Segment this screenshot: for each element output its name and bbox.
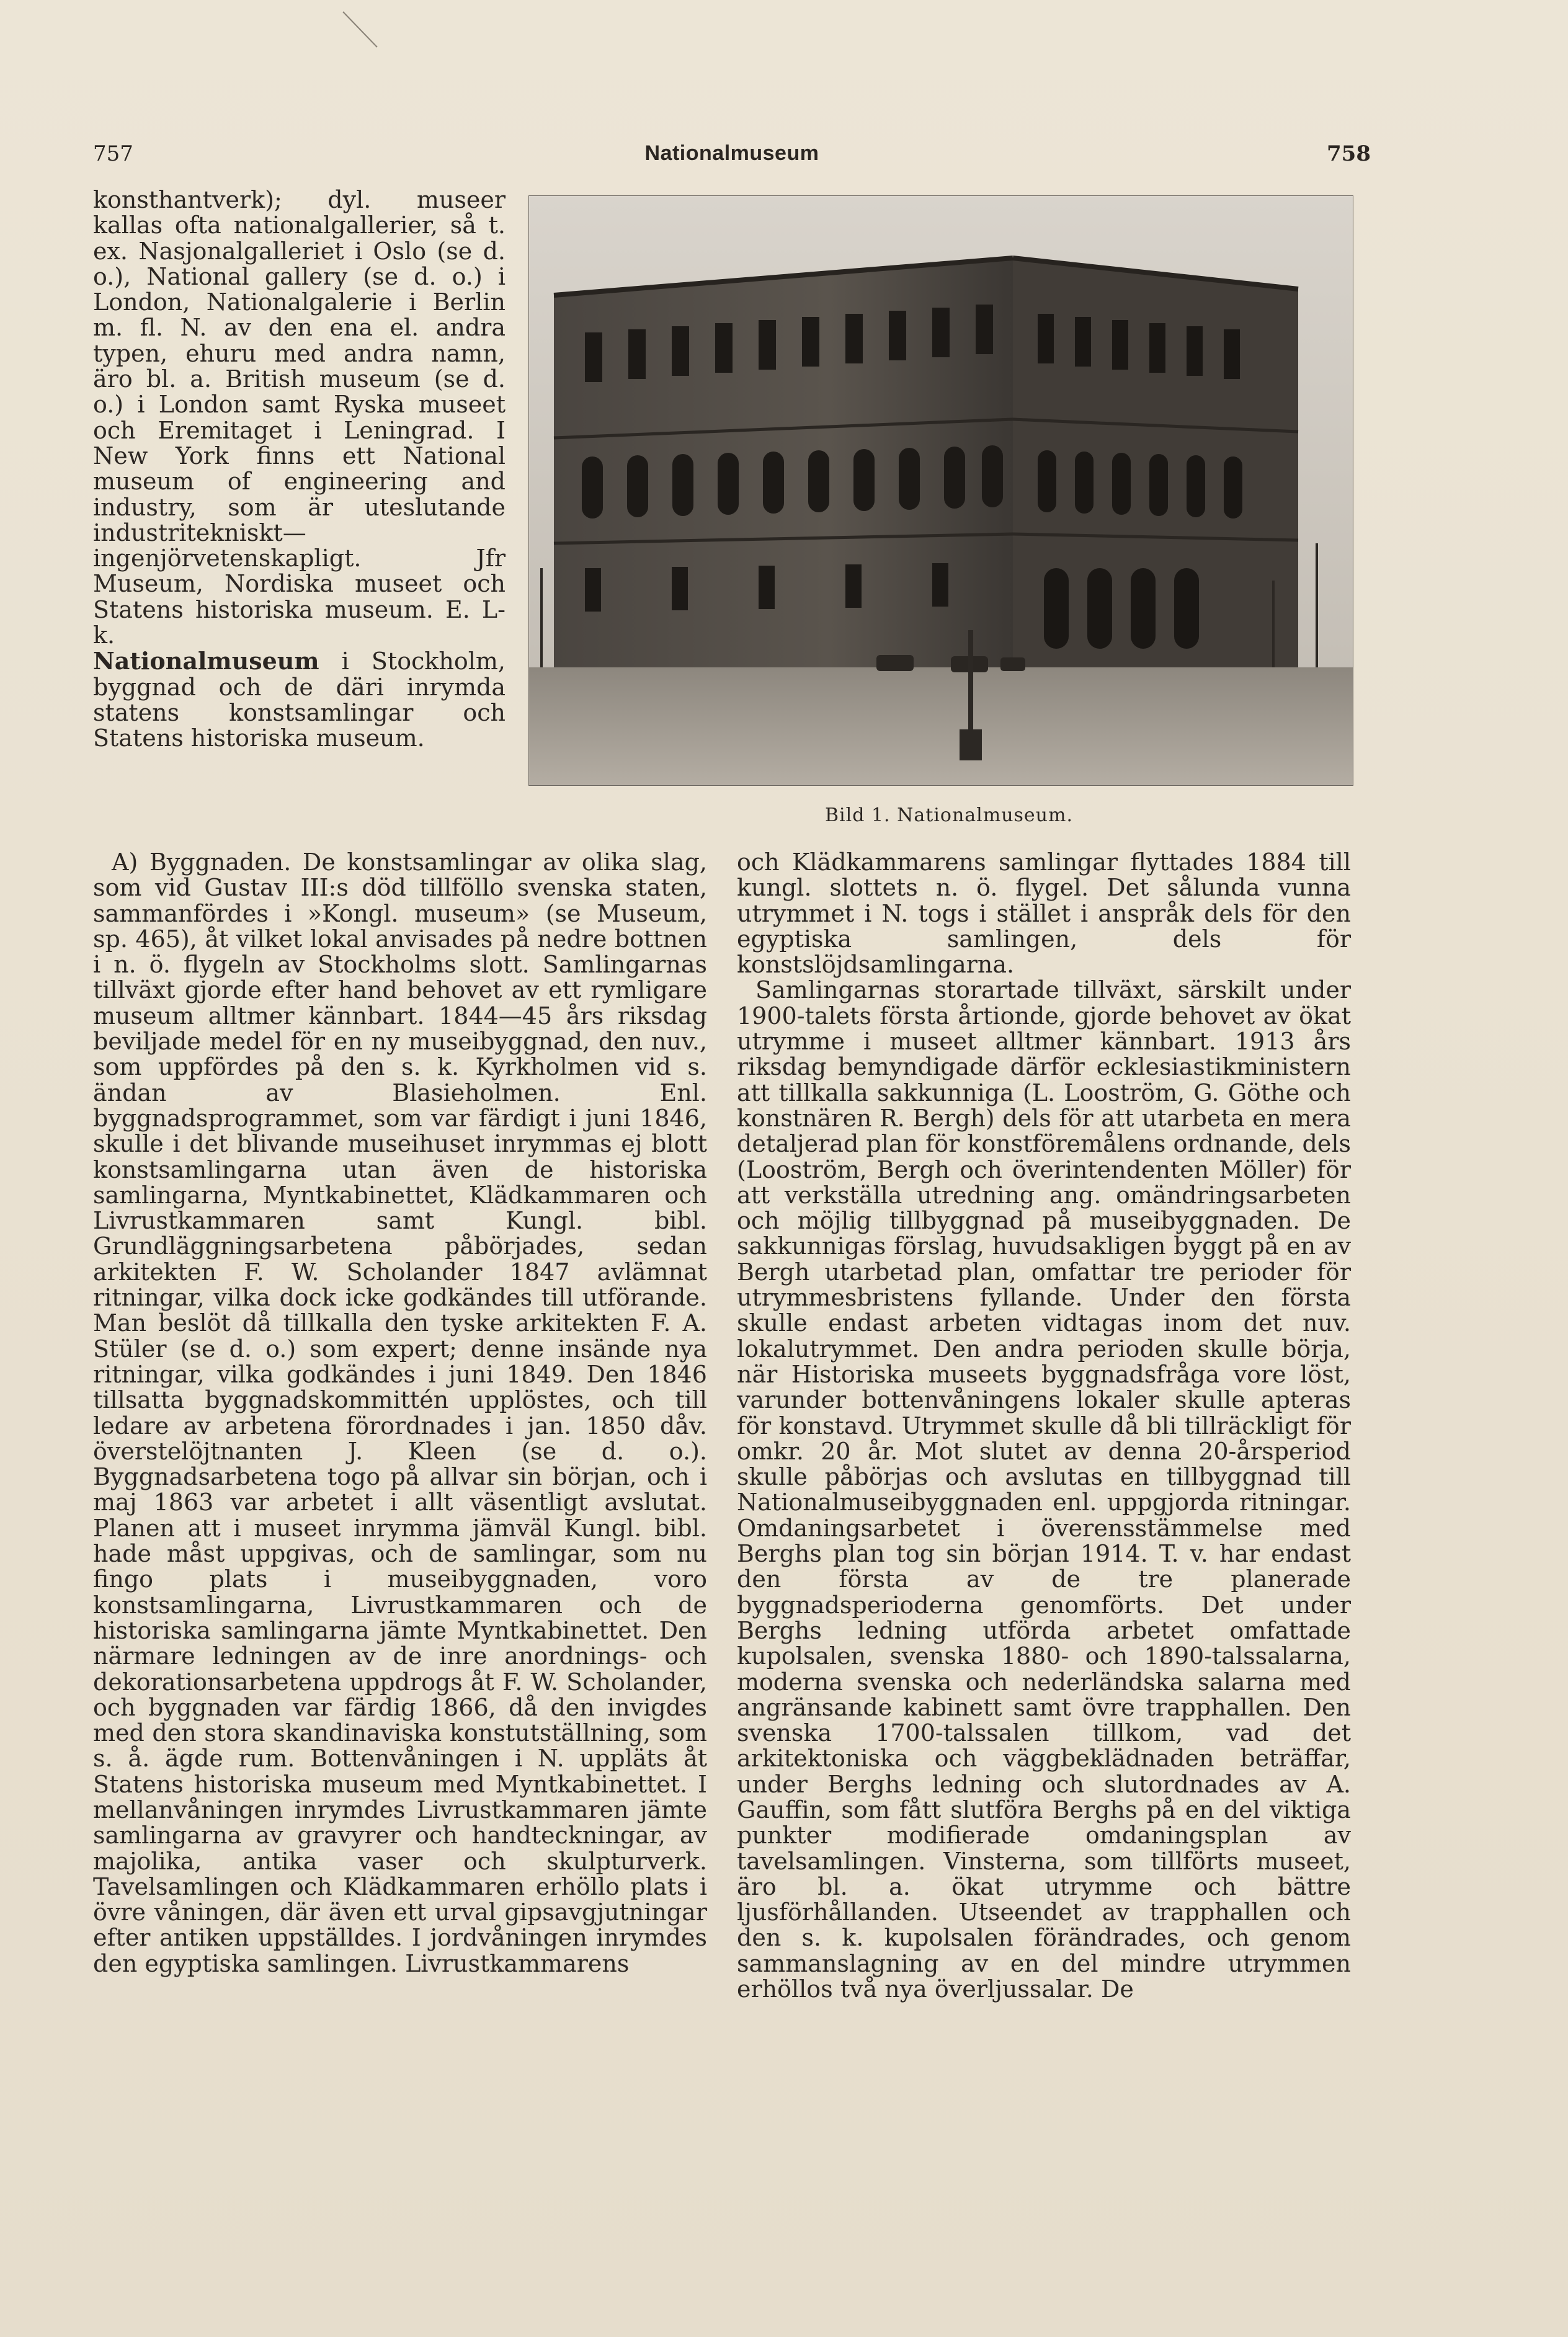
figure-caption: Bild 1. Nationalmuseum. — [824, 804, 1073, 826]
running-title: Nationalmuseum — [644, 141, 819, 165]
left-column-top — [93, 187, 506, 752]
left-column-bottom — [93, 850, 707, 1977]
page-number-right: 758 — [1327, 141, 1371, 166]
paragraph: Samlingarnas storartade tillväxt, särskilt under 1900-talets första årtionde, gjorde behovet av ökat utrymme i museet alltmer kännbart. 1913 års riksdag bemyndigade därför ecklesiastikministern att tillkalla sakkunniga (L. Looström, G. Göthe och konstnären R. Bergh) dels för att utarbeta en mera detaljerad plan för konstföremålens ordnande, dels (Looström, Bergh och överintendenten Möller) för att verkställa utredning ang. omändringsarbeten och möjlig tillbyggnad på museibyggnaden. De sakkunnigas förslag, huvudsakligen byggt på en av Bergh utarbetad plan, omfattar tre perioder för utrymmesbristens fyllande. Under den första skulle endast arbeten vidtagas inom det nuv. lokalutrymmet. Den andra perioden skulle börja, när Historiska museets byggnadsfråga vore löst, varunder bottenvåningens lokaler skulle apteras för konstavd. Utrymmet skulle då bli tillräckligt för omkr. 20 år. Mot slutet av denna 20-årsperiod skulle påbörjas och avslutas en tillbyggnad till Nationalmuseibyggnaden enl. uppgjorda ritningar. Omdaningsarbetet i överensstämmelse med Berghs plan tog sin början 1914. T. v. har endast den första av de tre planerade byggnadsperioderna genomförts. Det under Berghs ledning utförda arbetet omfattade kupolsalen, svenska 1880- och 1890-talssalarna, moderna svenska och nederländska salarna med angränsande kabinett samt övre trapphallen. Den svenska 1700-talssalen tillkom, vad det arkitektoniska och väggbeklädnaden beträffar, under Berghs ledning och slutordnades av A. Gauffin, som fått slutföra Berghs på en del viktiga punkter modifierade omdaningsplan av tavelsamlingen. Vinsterna, som tillförts museet, äro bl. a. ökat utrymme och bättre ljusförhållanden. Utseendet av trapphallen och den s. k. kupolsalen förändrades, och genom sammanslagning av en del mindre utrymmen erhöllos två nya överljussalar. De — [737, 976, 1351, 2003]
fold-mark-icon — [340, 9, 383, 52]
entry-heading-paragraph — [93, 648, 506, 751]
paragraph: och Klädkammarens samlingar flyttades 1884 till kungl. slottets n. ö. flygel. Det sålunda vunna utrymmet i N. togs i stället i anspråk dels för den egyptiska samlingen, dels för konstslöjdsamlingarna. — [737, 848, 1351, 979]
museum-photograph — [528, 195, 1353, 786]
right-column — [737, 850, 1351, 2002]
entry-headword: Nationalmuseum — [93, 647, 319, 675]
entry-heading-text: i Stockholm, byggnad och de däri inrymda statens konstsamlingar och Statens historiska museum. — [93, 648, 506, 752]
building-illustration — [529, 196, 1353, 785]
page-header — [93, 141, 1371, 179]
paragraph: A) Byggnaden. De konstsamlingar av olika slag, som vid Gustav III:s död tillföllo svenska staten, sammanfördes i »Kongl. museum» (se Museum, sp. 465), åt vilket lokal anvisades på nedre bottnen i n. ö. flygeln av Stockholms slott. Samlingarnas tillväxt gjorde efter hand behovet av ett rymligare museum alltmer kännbart. 1844—45 års riksdag beviljade medel för en ny museibyggnad, den nuv., som uppfördes på den s. k. Kyrkholmen vid s. ändan av Blasieholmen. Enl. byggnadsprogrammet, som var färdigt i juni 1846, skulle i det blivande museihuset inrymmas ej blott konstsamlingarna utan även de historiska samlingarna, Myntkabinettet, Klädkammaren och Livrustkammaren samt Kungl. bibl. Grundläggningsarbetena påbörjades, sedan arkitekten F. W. Scholander 1847 avlämnat ritningar, vilka dock icke godkändes till utförande. Man beslöt då tillkalla den tyske arkitekten F. A. Stüler (se d. o.) som expert; denne insände nya ritningar, vilka godkändes i juni 1849. Den 1846 tillsatta byggnadskommittén upplöstes, och till ledare av arbetena förordnades i jan. 1850 dåv. överstelöjtnanten J. Kleen (se d. o.). Byggnadsarbetena togo på allvar sin början, och i maj 1863 var arbetet i allt väsentligt avslutat. Planen att i museet inrymma jämväl Kungl. bibl. hade måst uppgivas, och de samlingar, som nu fingo plats i museibyggnaden, voro konstsamlingarna, Livrustkammaren och de historiska samlingarna jämte Myntkabinettet. Den närmare ledningen av de inre anordnings- och dekorationsarbetena uppdrogs åt F. W. Scholander, och byggnaden var färdig 1866, då den invigdes med den stora skandinaviska konstutställning, som s. å. ägde rum. Bottenvåningen i N. uppläts åt Statens historiska museum med Myntkabinettet. I mellanvåningen inrymdes Livrustkammaren jämte samlingarna av gravyrer och handteckningar, av majolika, antika vaser och skulpturverk. Tavelsamlingen och Klädkammaren erhöllo plats i övre våningen, där även ett urval gipsavgjutningar efter antiken uppställdes. I jordvåningen inrymdes den egyptiska samlingen. Livrustkammarens — [93, 848, 707, 1977]
paragraph: konsthantverk); dyl. museer kallas ofta nationalgallerier, så t. ex. Nasjonalgalleriet i Oslo (se d. o.), National gallery (se d. o.) i London, Nationalgalerie i Berlin m. fl. N. av den ena el. andra typen, ehuru med andra namn, äro bl. a. British museum (se d. o.) i London samt Ryska museet och Eremitaget i Leningrad. I New York finns ett National museum of engineering and industry, som är uteslutande industritekniskt—ingenjörvetenskapligt. Jfr Museum, Nordiska museet och Statens historiska museum. E. L-k. — [93, 186, 506, 649]
page-number-left: 757 — [93, 141, 133, 166]
